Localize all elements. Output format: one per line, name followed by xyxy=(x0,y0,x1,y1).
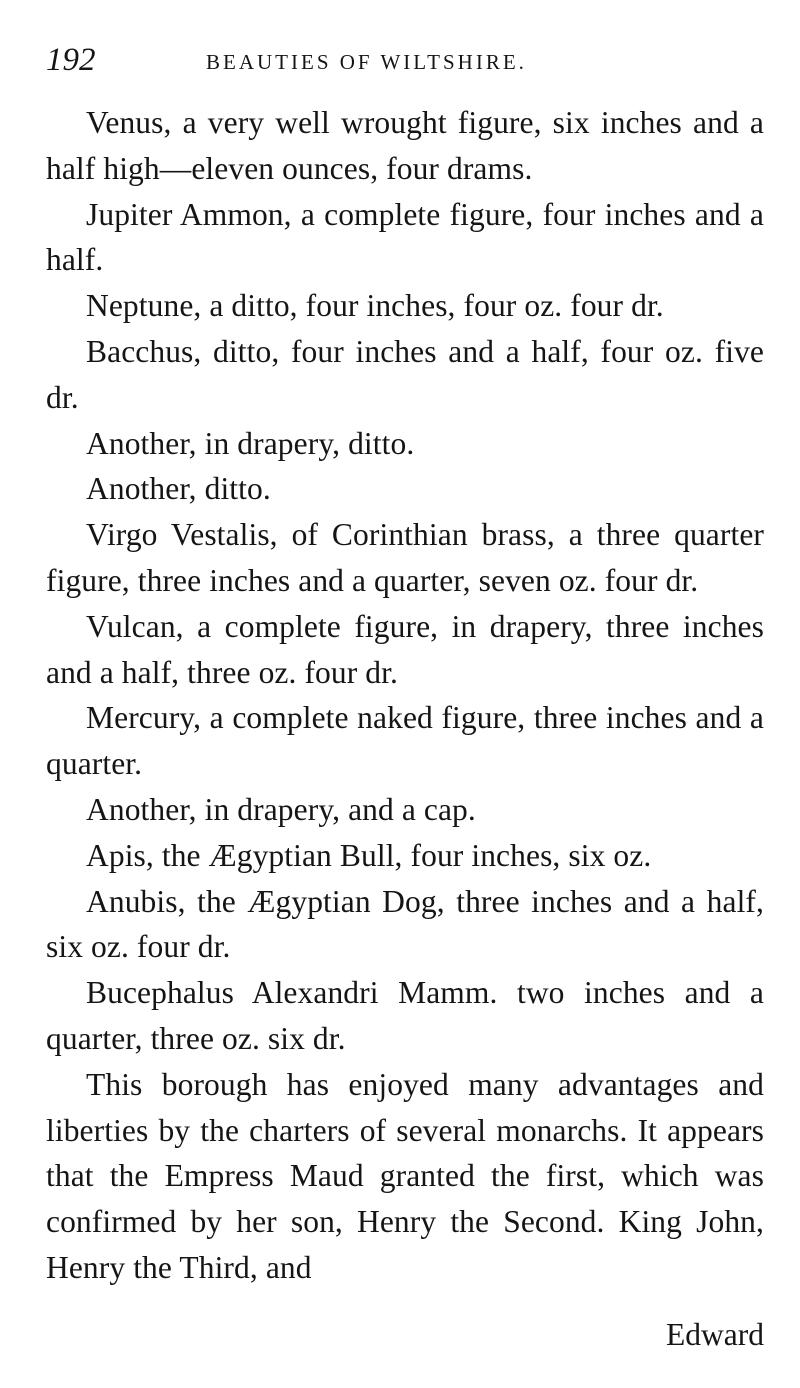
paragraph-vulcan: Vulcan, a complete figure, in drapery, three inches and a half, three oz. four dr. xyxy=(46,608,764,690)
paragraph-mercury: Mercury, a complete naked figure, three inches and a quarter. xyxy=(46,700,764,782)
paragraph-apis: Apis, the Ægyptian Bull, four inches, six oz. xyxy=(86,837,652,873)
paragraph-another-ditto: Another, ditto. xyxy=(86,471,271,507)
body-text xyxy=(46,100,764,1291)
paragraph-jupiter-ammon: Jupiter Ammon, a complete figure, four inches and a half. xyxy=(46,196,764,278)
paragraph-anubis: Anubis, the Ægyptian Dog, three inches and a half, six oz. four dr. xyxy=(46,883,764,965)
paragraph-bucephalus: Bucephalus Alexandri Mamm. two inches and a quarter, three oz. six dr. xyxy=(46,975,764,1056)
paragraph-neptune: Neptune, a ditto, four inches, four oz. four dr. xyxy=(86,288,664,324)
paragraph-venus: Venus, a very well wrought figure, six inches and a half high—eleven ounces, four drams. xyxy=(46,105,764,186)
page-number: 192 xyxy=(46,42,96,78)
running-head-title: BEAUTIES OF WILTSHIRE. xyxy=(206,50,527,74)
paragraph-another-cap: Another, in drapery, and a cap. xyxy=(86,791,476,827)
paragraph-bacchus: Bacchus, ditto, four inches and a half, four oz. five dr. xyxy=(46,333,764,415)
running-head xyxy=(46,40,766,80)
catchword: Edward xyxy=(666,1317,764,1352)
paragraph-virgo-vestalis: Virgo Vestalis, of Corinthian brass, a three quarter figure, three inches and a quarter, seven oz. four dr. xyxy=(46,517,764,598)
paragraph-borough-charters: This borough has enjoyed many advantages and liberties by the charters of several monarchs. It appears that the Empress Maud granted the first, which was confirmed by her son, Henry the Second. King John, Henry the Third, and xyxy=(46,1066,764,1285)
paragraph-another-drapery: Another, in drapery, ditto. xyxy=(86,425,415,461)
